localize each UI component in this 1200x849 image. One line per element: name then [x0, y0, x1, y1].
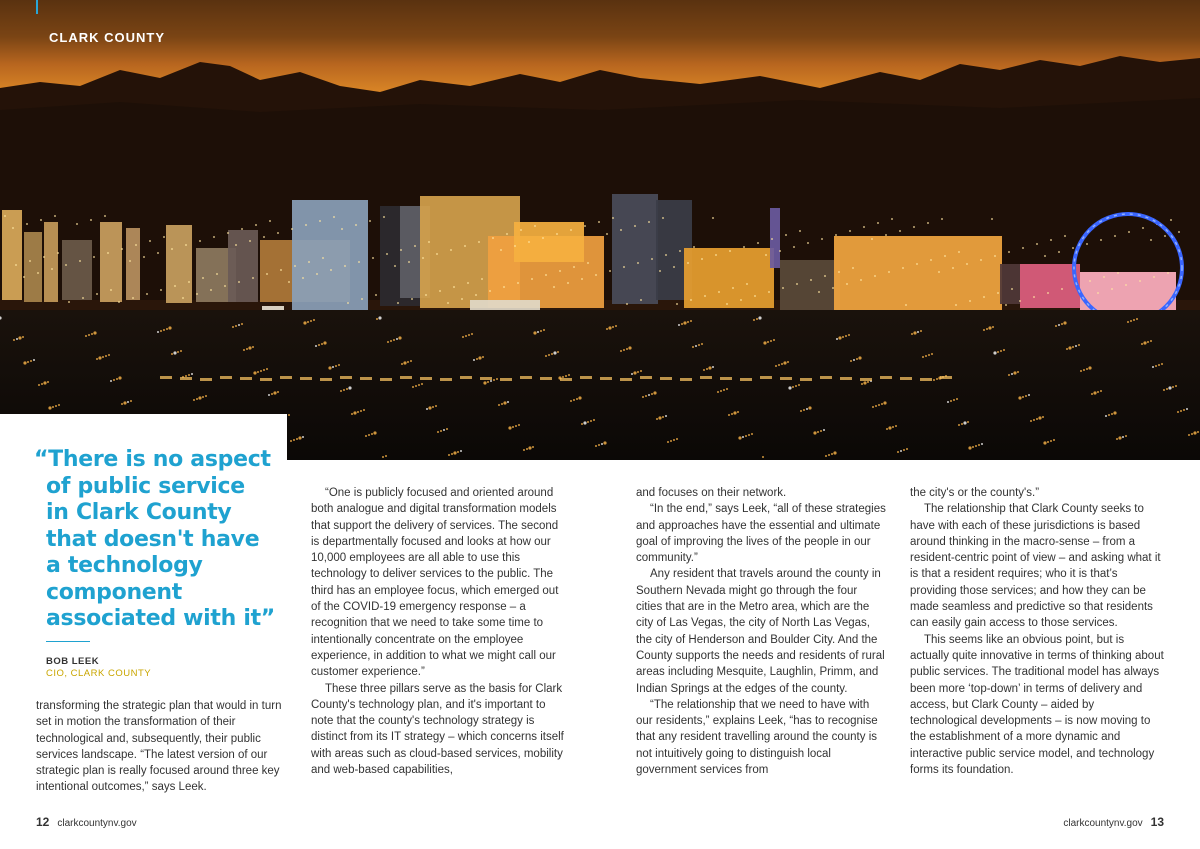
- attribution-name: BOB LEEK: [46, 656, 100, 667]
- building-shape: [228, 230, 258, 302]
- text-column-1: [36, 698, 288, 796]
- footer-left: [36, 815, 137, 829]
- pull-quote-line: “There is no aspect: [34, 447, 271, 472]
- building-shape: [2, 210, 22, 300]
- pull-quote-line: associated with it”: [46, 606, 275, 631]
- section-label: CLARK COUNTY: [49, 30, 165, 45]
- building-shape: [684, 248, 774, 308]
- pull-quote-line: in Clark County: [46, 500, 232, 525]
- building-shape: [44, 222, 58, 302]
- page-number-right: 13: [1150, 815, 1164, 829]
- paragraph: and focuses on their network.: [636, 487, 787, 499]
- paragraph: the city's or the county's.”: [910, 487, 1040, 499]
- page-number-left: 12: [36, 815, 50, 829]
- building-shape: [1000, 264, 1020, 304]
- paragraph: “The relationship that we need to have with our residents,” explains Leek, “has to recognise that any resident travelling around the county is not intuitively going to distinguish local government services from: [636, 698, 878, 777]
- building-shape: [834, 236, 1002, 310]
- pull-quote-line: a technology: [46, 553, 203, 578]
- pull-quote-line: of public service: [46, 473, 245, 499]
- building-shape: [1020, 264, 1080, 308]
- building-shape: [126, 228, 140, 300]
- building-shape: [780, 260, 840, 310]
- building-shape: [292, 200, 368, 310]
- paragraph: transforming the strategic plan that would in turn set in motion the transformation of their technological and, subsequently, their public services landscape. “The latest version of our strategic plan is really focused around three key intentional outcomes,” says Leek.: [36, 700, 282, 794]
- paragraph: “One is publicly focused and oriented around both analogue and digital transformation models that support the delivery of services. The second is departmentally focused and looks at how our 10,000 employees are all able to use this technology to deliver services to the public. The third has an employee focus, which emerged out of the COVID-19 emergency response – a recognition that we need to take some time to intentionally concentrate on the employee experience, in addition to what we might call our customer experience.”: [311, 487, 559, 679]
- building-shape: [24, 232, 42, 302]
- building-shape: [62, 240, 92, 300]
- building-shape: [514, 222, 584, 262]
- building-shape: [166, 225, 192, 303]
- quote-divider: [46, 641, 90, 642]
- pull-quote: [34, 447, 274, 633]
- paragraph: This seems like an obvious point, but is actually quite innovative in terms of thinking about public services. The traditional model has always been more ‘top-down’ in terms of delivery and access, but Clark County – aided by technological developments – is now moving to the establishment of a more dynamic and interactive public service model, and technology forms its foundation.: [910, 633, 1164, 777]
- text-column-2: [311, 485, 566, 778]
- paragraph: “In the end,” says Leek, “all of these strategies and approaches have the essential and ultimate goal of improving the lives of the people in our community.”: [636, 503, 886, 565]
- pull-quote-box: [0, 414, 287, 694]
- pull-quote-line: component: [46, 579, 183, 605]
- pull-quote-line: that doesn't have: [46, 526, 260, 552]
- paragraph: These three pillars serve as the basis for Clark County's technology plan, and it's important to note that the county's technology strategy is distinct from its IT strategy – which concerns itself with areas such as cloud-based services, mobility and web-based capabilities,: [311, 682, 564, 777]
- text-column-3: [636, 485, 886, 778]
- building-shape: [1080, 272, 1176, 312]
- footer-right: [1063, 815, 1164, 829]
- building-shape: [612, 194, 658, 304]
- footer-url-left[interactable]: clarkcountynv.gov: [57, 818, 137, 829]
- paragraph: The relationship that Clark County seeks to have with each of these jurisdictions is based around thinking in the macro-sense – from a resident-centric point of view – and asking what it is that a resident requires; who it is that’s providing those services; and how they can be made seamless and predictive so that residents can easily gain access to those services.: [910, 503, 1161, 630]
- footer-url-right[interactable]: clarkcountynv.gov: [1063, 818, 1143, 829]
- paragraph: Any resident that travels around the county in Southern Nevada might go through the four cities that are in the Metro area, which are the city of Las Vegas, the city of North Las Vegas, the city of Henderson and Boulder City. And the County supports the needs and residents of rural areas including Mesquite, Laughlin, Primm, and Indian Springs at the edges of the county.: [636, 568, 885, 695]
- text-column-4: [910, 485, 1164, 778]
- section-accent-tick: [36, 0, 38, 14]
- attribution-role: CIO, CLARK COUNTY: [46, 668, 152, 679]
